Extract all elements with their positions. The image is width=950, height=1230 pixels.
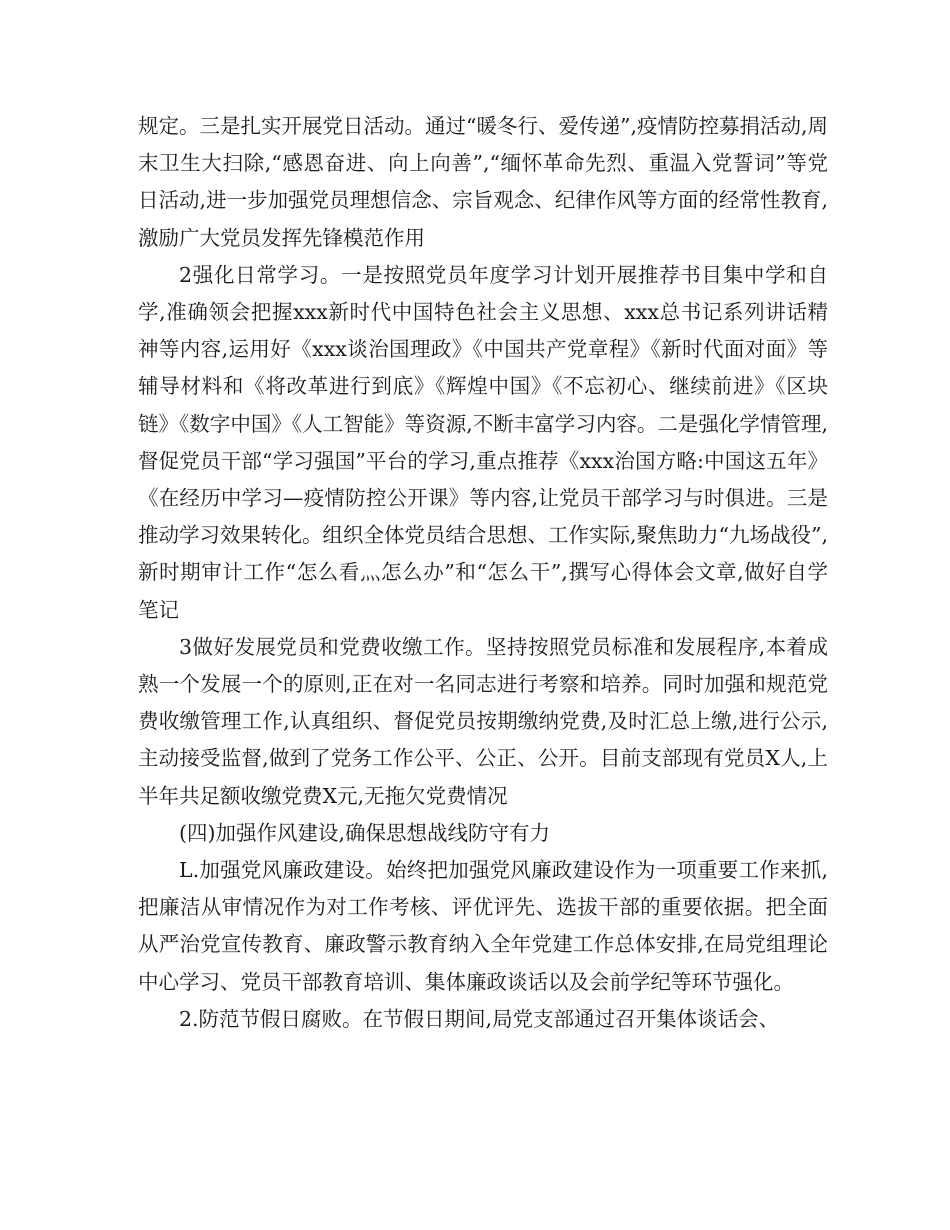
paragraph-membership-and-dues: 3做好发展党员和党费收缴工作。坚持按照党员标准和发展程序,本着成熟一个发展一个的原则,正在对一名同志进行考察和培养。同时加强和规范党费收缴管理工作,认真组织、督促党员按期缴纳党费,及时汇总上缴,进行公示,主动接受监督,做到了党务工作公平、公正、公开。目前支部现有党员X人,上半年共足额收缴党费X元,无拖欠党费情况 (138, 634, 828, 808)
paragraph-holiday-corruption: 2.防范节假日腐败。在节假日期间,局党支部通过召开集体谈话会、 (179, 1006, 780, 1031)
section-heading-work-style: (四)加强作风建设,确保思想战线防守有力 (179, 820, 551, 845)
paragraph-party-day-activities: 规定。三是扎实开展党日活动。通过“暖冬行、爱传递”,疫情防控募捐活动,周末卫生大扫除,“感恩奋进、向上向善”,“缅怀革命先烈、重温入党誓词”等党日活动,进一步加强党员理想信念、宗旨观念、纪律作风等方面的经常性教育,激励广大党员发挥先锋模范作用 (138, 114, 828, 250)
document-body (138, 108, 828, 1038)
paragraph-integrity-building: L.加强党风廉政建设。始终把加强党风廉政建设作为一项重要工作来抓,把廉洁从审情况作为对工作考核、评优评先、选拔干部的重要依据。把全面从严治党宣传教育、廉政警示教育纳入全年党建工作总体安排,在局党组理论中心学习、党员干部教育培训、集体廉政谈话以及会前学纪等环节强化。 (138, 858, 828, 994)
paragraph-daily-study: 2强化日常学习。一是按照党员年度学习计划开展推荐书目集中学和自学,准确领会把握xxx新时代中国特色社会主义思想、xxx总书记系列讲话精神等内容,运用好《xxx谈治国理政》《中国共产党章程》《新时代面对面》等辅导材料和《将改革进行到底》《辉煌中国》《不忘初心、继续前进》《区块链》《数字中国》《人工智能》等资源,不断丰富学习内容。二是强化学情管理,督促党员干部“学习强国”平台的学习,重点推荐《xxx治国方略:中国这五年》《在经历中学习—疫情防控公开课》等内容,让党员干部学习与时俱进。三是推动学习效果转化。组织全体党员结合思想、工作实际,聚焦助力“九场战役”,新时期审计工作“怎么看灬怎么办”和“怎么干”,撰写心得体会文章,做好自学笔记 (138, 262, 828, 622)
